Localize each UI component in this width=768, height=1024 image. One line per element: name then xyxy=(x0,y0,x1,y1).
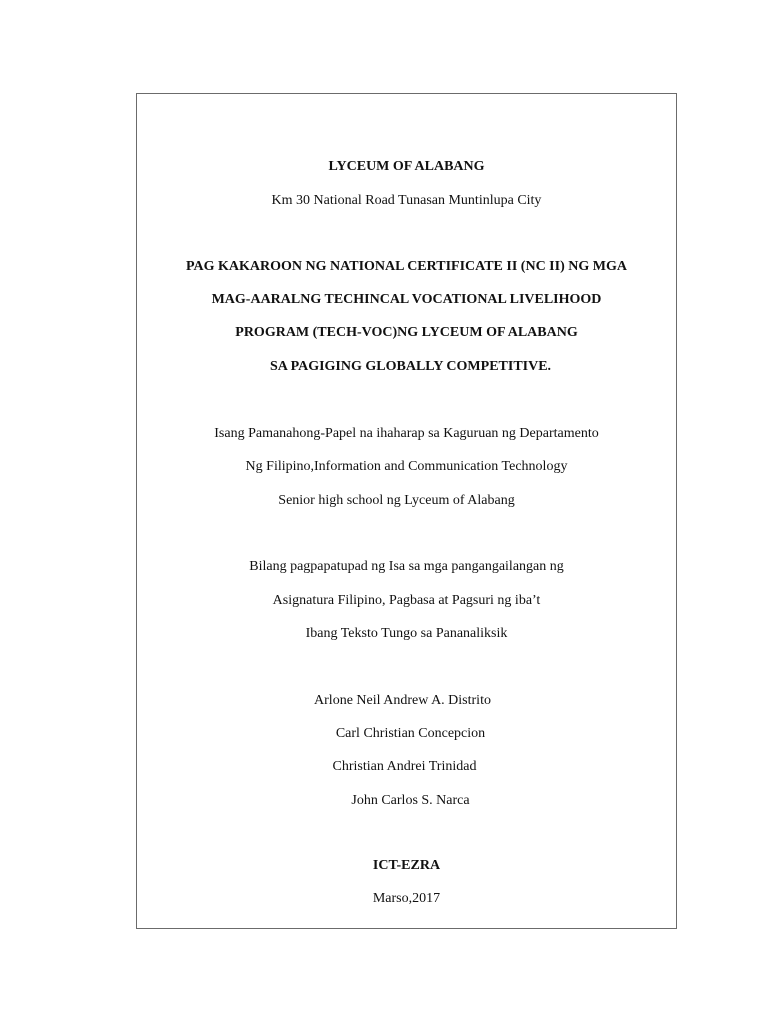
author-1: Arlone Neil Andrew A. Distrito xyxy=(314,693,491,708)
author-4: John Carlos S. Narca xyxy=(351,793,470,808)
school-address: Km 30 National Road Tunasan Muntinlupa City xyxy=(271,193,542,208)
submission-line-1: Isang Pamanahong-Papel na ihaharap sa Kaguruan ng Departamento xyxy=(214,426,599,441)
title-line-1: PAG KAKAROON NG NATIONAL CERTIFICATE II (NC II) NG MGA xyxy=(186,259,627,274)
author-3: Christian Andrei Trinidad xyxy=(332,759,477,774)
requirement-line-2: Asignatura Filipino, Pagbasa at Pagsuri ng iba’t xyxy=(272,593,541,608)
school-name: LYCEUM OF ALABANG xyxy=(328,159,485,174)
author-2: Carl Christian Concepcion xyxy=(335,726,486,741)
submission-line-3: Senior high school ng Lyceum of Alabang xyxy=(278,493,515,508)
requirement-line-3: Ibang Teksto Tungo sa Pananaliksik xyxy=(305,626,508,641)
requirement-line-1: Bilang pagpapatupad ng Isa sa mga pangangailangan ng xyxy=(249,559,564,574)
title-line-3: PROGRAM (TECH-VOC)NG LYCEUM OF ALABANG xyxy=(235,325,578,340)
document-date: Marso,2017 xyxy=(372,891,441,906)
section-name: ICT-EZRA xyxy=(372,858,441,873)
title-line-4: SA PAGIGING GLOBALLY COMPETITIVE. xyxy=(269,359,552,374)
title-line-2: MAG-AARALNG TECHINCAL VOCATIONAL LIVELIHOOD xyxy=(211,292,602,307)
submission-line-2: Ng Filipino,Information and Communication Technology xyxy=(245,459,568,474)
